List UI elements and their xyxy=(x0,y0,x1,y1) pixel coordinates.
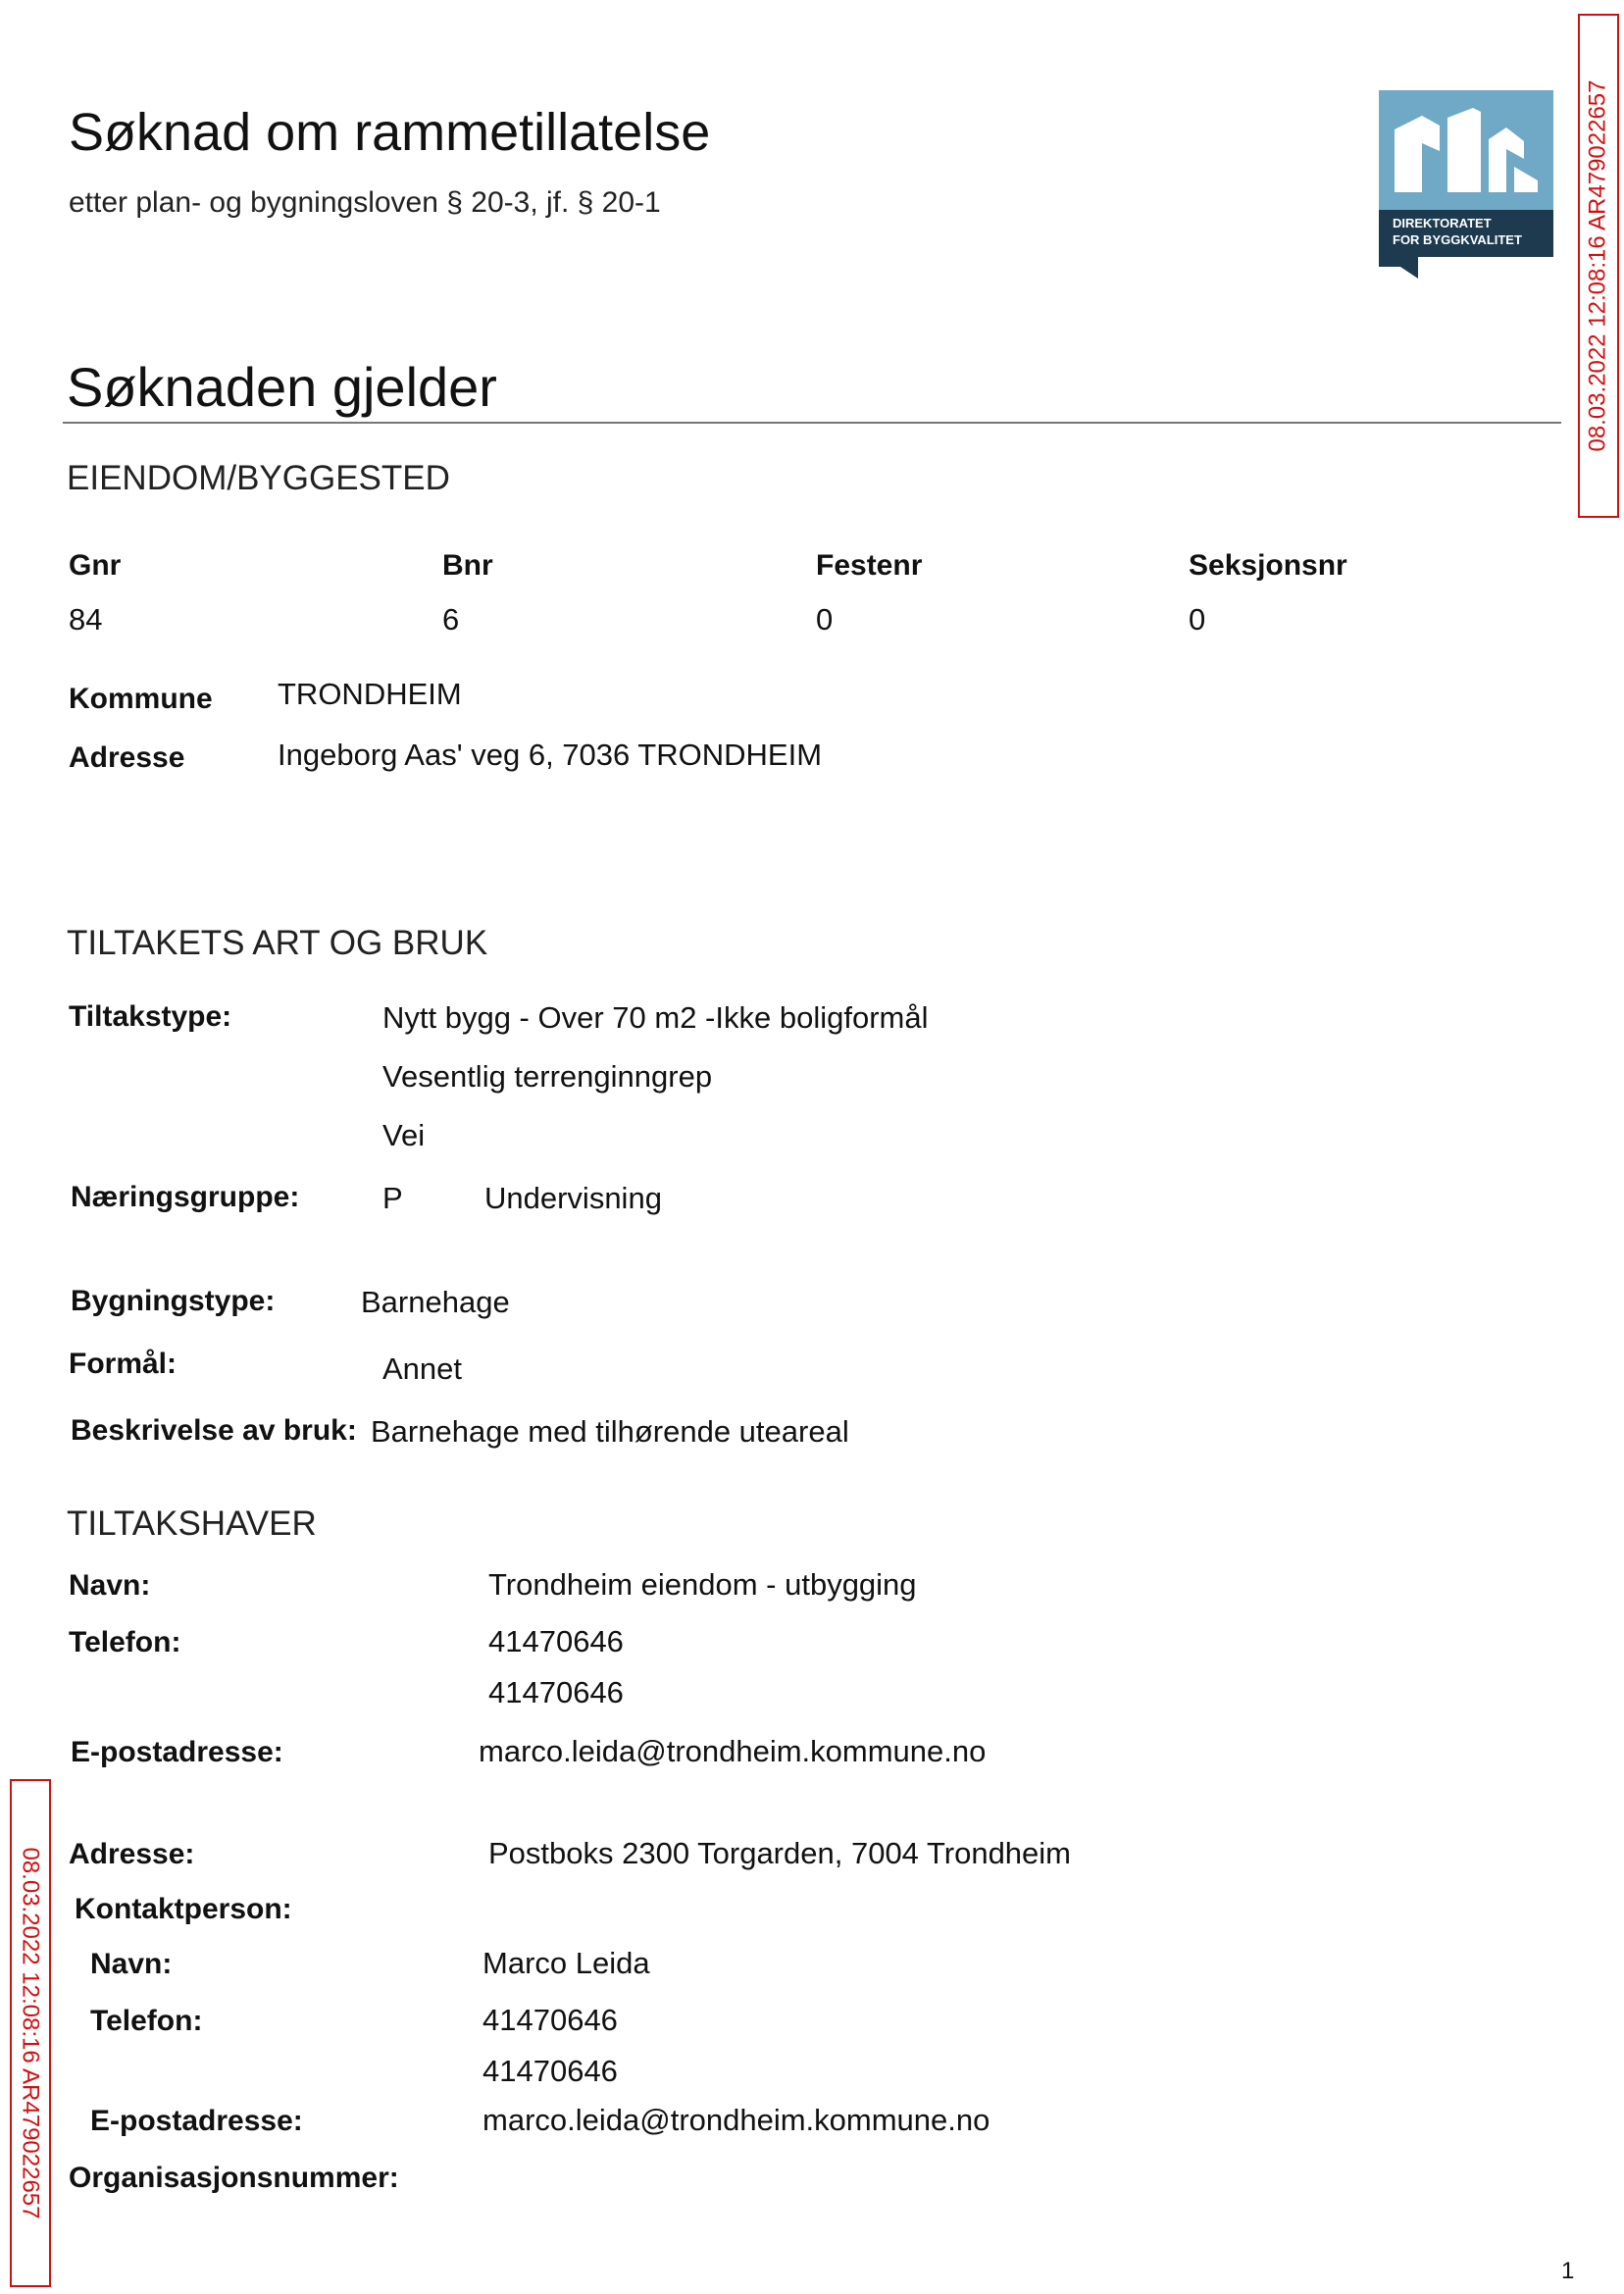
stamp-text: 08.03.2022 12:08:16 AR479022657 xyxy=(18,1847,44,2219)
tiltakstype-label: Tiltakstype: xyxy=(69,1000,232,1033)
gnr-value: 84 xyxy=(69,602,103,637)
tiltakshaver-adresse-label: Adresse: xyxy=(69,1838,195,1870)
kontakt-telefon-value: 41470646 xyxy=(482,2054,618,2088)
gnr-label: Gnr xyxy=(69,549,122,582)
kontakt-telefon-label: Telefon: xyxy=(90,2005,203,2037)
kontakt-epost-label: E-postadresse: xyxy=(90,2105,303,2137)
tiltakstype-value: Vei xyxy=(382,1118,426,1152)
adresse-value: Ingeborg Aas' veg 6, 7036 TRONDHEIM xyxy=(278,738,823,772)
bnr-value: 6 xyxy=(442,602,460,637)
naeringsgruppe-name: Undervisning xyxy=(484,1181,662,1215)
bygningstype-value: Barnehage xyxy=(361,1285,510,1319)
page-number: 1 xyxy=(1561,2258,1575,2284)
document-subtitle: etter plan- og bygningsloven § 20-3, jf. § 20-1 xyxy=(69,186,661,219)
stamp-text: 08.03.2022 12:08:16 AR479022657 xyxy=(1585,79,1611,452)
tiltakshaver-heading: TILTAKSHAVER xyxy=(67,1504,317,1543)
date-stamp-right xyxy=(1578,14,1619,518)
bnr-label: Bnr xyxy=(442,549,493,582)
tiltakstype-value: Vesentlig terrenginngrep xyxy=(382,1059,713,1094)
kontaktperson-label: Kontaktperson: xyxy=(75,1893,292,1925)
epost-value[interactable]: marco.leida@trondheim.kommune.no xyxy=(479,1734,987,1768)
formal-label: Formål: xyxy=(69,1348,178,1380)
festenr-label: Festenr xyxy=(816,549,923,582)
date-stamp-left xyxy=(10,1779,51,2287)
logo-text-line2: FOR BYGGKVALITET xyxy=(1393,232,1522,247)
adresse-label: Adresse xyxy=(69,741,185,774)
beskrivelse-value: Barnehage med tilhørende uteareal xyxy=(371,1414,849,1449)
logo-text-line1: DIREKTORATET xyxy=(1393,216,1492,230)
bygningstype-label: Bygningstype: xyxy=(71,1285,276,1317)
telefon-value: 41470646 xyxy=(488,1675,624,1709)
seksjonsnr-value: 0 xyxy=(1189,602,1206,637)
tiltakshaver-adresse-value: Postboks 2300 Torgarden, 7004 Trondheim xyxy=(488,1836,1071,1870)
navn-label: Navn: xyxy=(69,1569,151,1602)
seksjonsnr-label: Seksjonsnr xyxy=(1189,549,1347,582)
kontakt-epost-value[interactable]: marco.leida@trondheim.kommune.no xyxy=(482,2103,990,2137)
naeringsgruppe-label: Næringsgruppe: xyxy=(71,1181,300,1213)
eiendom-heading: EIENDOM/BYGGESTED xyxy=(67,459,450,497)
section-divider xyxy=(63,422,1561,424)
formal-value: Annet xyxy=(382,1351,463,1386)
tiltakstype-value: Nytt bygg - Over 70 m2 -Ikke boligformål xyxy=(382,1000,929,1035)
beskrivelse-label: Beskrivelse av bruk: xyxy=(71,1414,357,1447)
telefon-label: Telefon: xyxy=(69,1626,181,1658)
kontakt-navn-label: Navn: xyxy=(90,1948,173,1980)
kontakt-navn-value: Marco Leida xyxy=(482,1946,650,1980)
kontakt-telefon-value: 41470646 xyxy=(482,2003,618,2037)
orgnr-label: Organisasjonsnummer: xyxy=(69,2162,399,2194)
kommune-label: Kommune xyxy=(69,683,213,715)
naeringsgruppe-code: P xyxy=(382,1181,403,1215)
document-title: Søknad om rammetillatelse xyxy=(69,103,711,162)
dibk-logo xyxy=(1379,90,1553,283)
navn-value: Trondheim eiendom - utbygging xyxy=(488,1567,917,1602)
section-title: Søknaden gjelder xyxy=(67,356,497,418)
tiltak-heading: TILTAKETS ART OG BRUK xyxy=(67,924,488,962)
epost-label: E-postadresse: xyxy=(71,1736,283,1768)
festenr-value: 0 xyxy=(816,602,834,637)
dibk-logo-icon xyxy=(1379,90,1553,279)
telefon-value: 41470646 xyxy=(488,1624,624,1658)
kommune-value: TRONDHEIM xyxy=(278,677,462,711)
